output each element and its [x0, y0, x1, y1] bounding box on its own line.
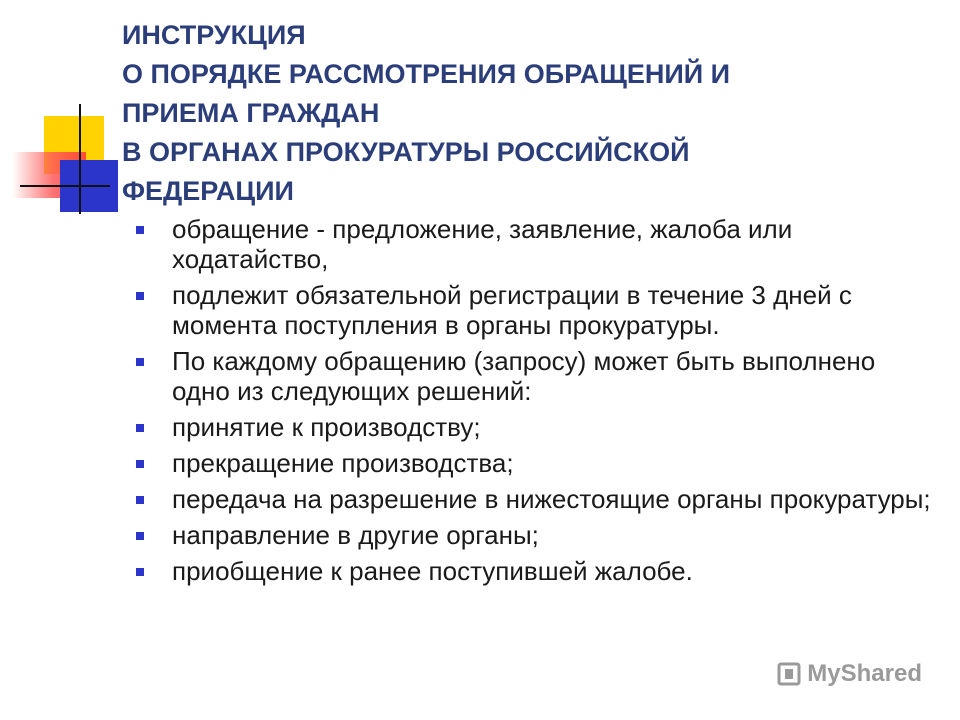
bullet-square-icon — [136, 226, 144, 234]
list-item — [136, 484, 936, 514]
myshared-logo-icon — [777, 662, 801, 686]
title-line: ФЕДЕРАЦИИ — [122, 176, 294, 206]
bullet-list — [136, 214, 936, 592]
bullet-square-icon — [136, 292, 144, 300]
bullet-text: обращение - предложение, заявление, жалоба или ходатайство, — [172, 214, 793, 274]
ornament-vertical-line — [79, 104, 81, 214]
title-line: ПРИЕМА ГРАЖДАН — [122, 98, 380, 128]
bullet-square-icon — [136, 460, 144, 468]
list-item — [136, 556, 936, 586]
bullet-square-icon — [136, 568, 144, 576]
list-item — [136, 520, 936, 550]
slide-title — [122, 16, 922, 211]
bullet-text: По каждому обращению (запросу) может быть выполнено одно из следующих решений: — [172, 346, 876, 406]
watermark-text: MyShared — [807, 660, 922, 687]
ornament-horizontal-line — [20, 185, 110, 187]
list-item — [136, 448, 936, 478]
title-line: ИНСТРУКЦИЯ — [122, 20, 306, 50]
title-line: О ПОРЯДКЕ РАССМОТРЕНИЯ ОБРАЩЕНИЙ И — [122, 59, 731, 89]
bullet-square-icon — [136, 532, 144, 540]
list-item — [136, 412, 936, 442]
bullet-text: подлежит обязательной регистрации в течение 3 дней с момента поступления в органы прокуратуры. — [172, 280, 852, 340]
bullet-text: прекращение производства; — [172, 448, 514, 478]
bullet-text: приобщение к ранее поступившей жалобе. — [172, 556, 693, 586]
list-item — [136, 214, 936, 274]
bullet-square-icon — [136, 358, 144, 366]
title-line: В ОРГАНАХ ПРОКУРАТУРЫ РОССИЙСКОЙ — [122, 137, 690, 167]
list-item — [136, 346, 936, 406]
watermark — [777, 660, 922, 688]
bullet-text: принятие к производству; — [172, 412, 481, 442]
bullet-text: направление в другие органы; — [172, 520, 539, 550]
bullet-text: передача на разрешение в нижестоящие органы прокуратуры; — [172, 484, 931, 514]
bullet-square-icon — [136, 424, 144, 432]
bullet-square-icon — [136, 496, 144, 504]
list-item — [136, 280, 936, 340]
